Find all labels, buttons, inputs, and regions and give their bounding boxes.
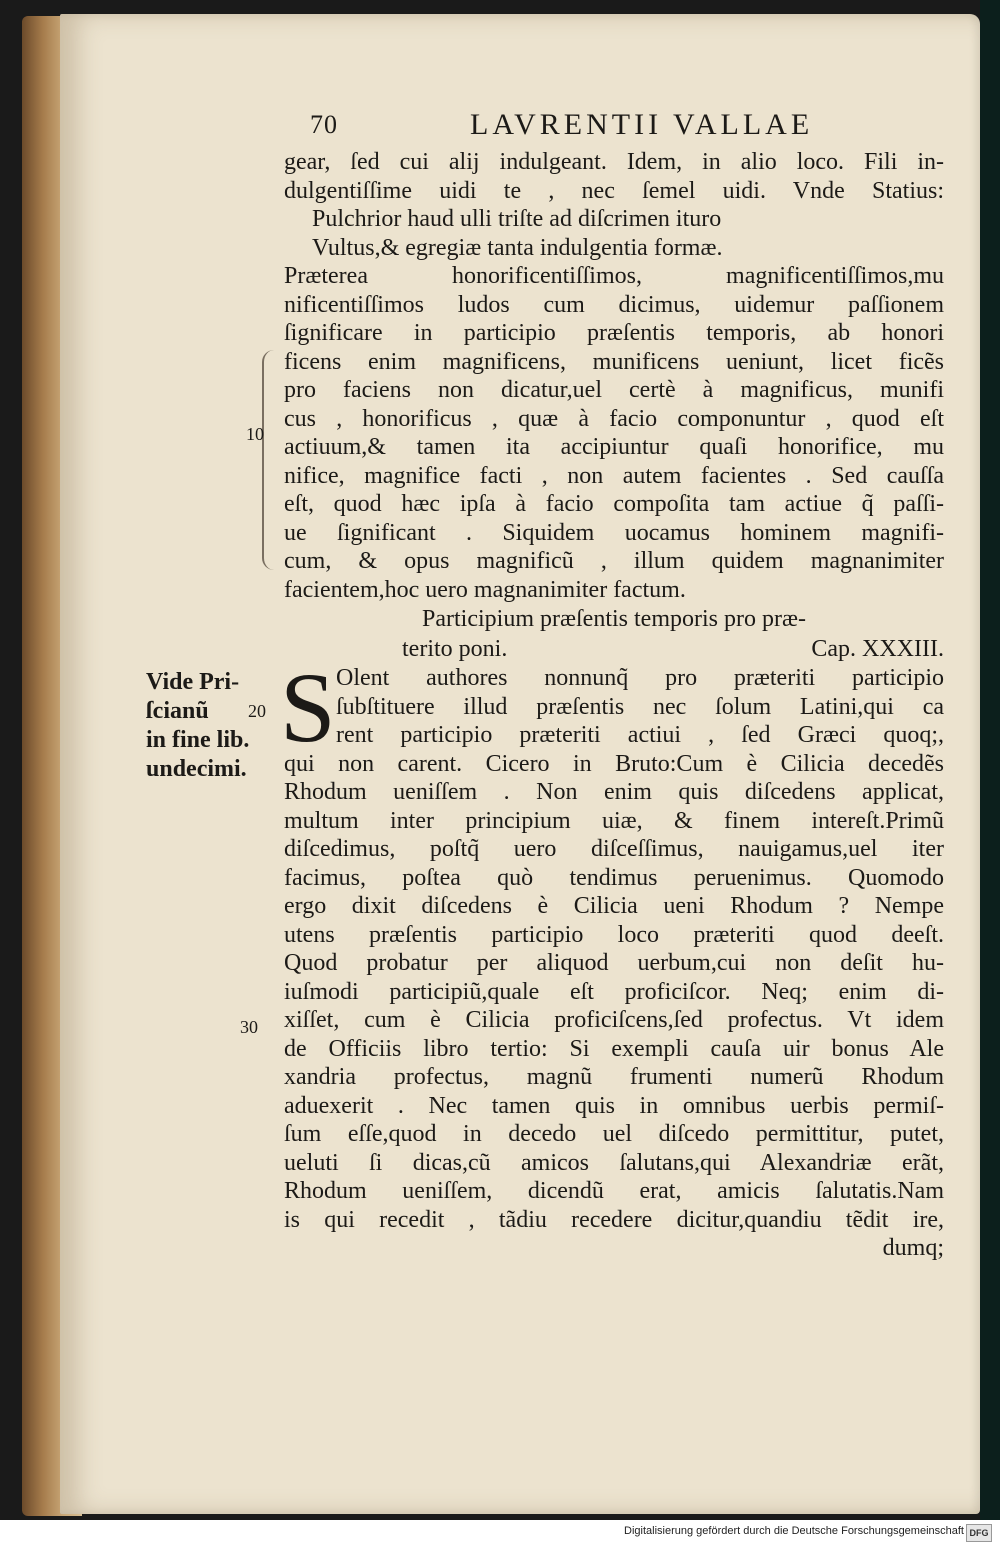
- text-line: pro faciens non dicatur,uel certè à magnificus, munifi: [284, 377, 944, 403]
- page-number: 70: [310, 110, 338, 139]
- text-line: qui non carent. Cicero in Bruto:Cum è Cilicia decedẽs: [284, 750, 944, 777]
- funding-notice: Digitalisierung gefördert durch die Deutsche Forschungsgemeinschaft: [624, 1525, 964, 1537]
- chapter-heading-cont: terito poni.: [402, 636, 508, 662]
- margin-note: [146, 668, 266, 784]
- text-line: diſcedimus, poſtq̃ uero diſceſſimus, nauigamus,uel iter: [284, 836, 944, 862]
- text-line: Rhodum ueniſſem, dicendũ erat, amicis ſalutatis.Nam: [284, 1178, 944, 1204]
- text-line: xandria profectus, magnũ frumenti numerũ Rhodum: [284, 1064, 944, 1090]
- text-line: xiſſet, cum è Cilicia proficiſcens,ſed profectus. Vt idem: [284, 1007, 944, 1033]
- text-line: Rhodum ueniſſem . Non enim quis diſcedens applicat,: [284, 779, 944, 805]
- text-line: Quod probatur per aliquod uerbum,cui non deſit hu-: [284, 950, 944, 976]
- adjacent-page-edge: [980, 0, 1000, 1520]
- dropcap-paragraph: [280, 652, 944, 763]
- verse-line: Pulchrior haud ulli triſte ad diſcrimen ituro: [312, 206, 722, 232]
- chapter-heading-row: [284, 634, 944, 664]
- text-line: iuſmodi participiũ,quale eſt proficiſcor. Neq; enim di-: [284, 978, 944, 1005]
- text-line: nifice, magnifice facti , non autem facientes . Sed cauſſa: [284, 462, 944, 489]
- margin-note-line: undecimi.: [146, 756, 247, 782]
- text-line: ſum eſſe,quod in decedo uel diſcedo permittitur, putet,: [284, 1121, 944, 1147]
- text-line: actiuum,& tamen ita accipiuntur quaſi honorifice, mu: [284, 434, 944, 460]
- line-number-10: 10: [246, 424, 264, 444]
- text-line: nificentiſſimos ludos cum dicimus, uidemur paſſionem: [284, 291, 944, 318]
- text-line: Olent authores nonnunq̃ pro præteriti participio: [336, 665, 944, 691]
- text-line: rent participio præteriti actiui , ſed Græci quoq;,: [336, 722, 944, 748]
- text-line: cum, & opus magnificũ , illum quidem magnanimiter: [284, 548, 944, 574]
- text-line: gear, ſed cui alij indulgeant. Idem, in alio loco. Fili in-: [284, 149, 944, 175]
- text-line: ſubſtituere illud præſentis nec ſolum Latini,qui ca: [336, 693, 944, 720]
- text-line: de Officiis libro tertio: Si exempli cauſa uir bonus Ale: [284, 1035, 944, 1062]
- text-line: aduexerit . Nec tamen quis in omnibus uerbis permiſ-: [284, 1092, 944, 1119]
- margin-note-line: Vide Pri-: [146, 669, 240, 695]
- line-number-30: 30: [240, 1017, 258, 1037]
- marginal-bracket: [262, 350, 280, 570]
- text-line: cus , honorificus , quæ à facio componuntur , quod eſt: [284, 405, 944, 432]
- text-line: eſt, quod hæc ipſa à facio compoſita tam actiue q̃ paſſi-: [284, 491, 944, 517]
- page-header: [310, 110, 950, 144]
- text-line: ficens enim magnificens, munificens ueniunt, licet ficẽs: [284, 348, 944, 375]
- text-line: ueluti ſi dicas,cũ amicos ſalutans,qui Alexandriæ erãt,: [284, 1149, 944, 1176]
- text-line: ſignificare in participio præſentis temporis, ab honori: [284, 320, 944, 346]
- text-line: facientem,hoc uero magnanimiter factum.: [284, 576, 686, 603]
- chapter-number: Cap. XXXIII.: [811, 636, 944, 662]
- drop-capital: S: [280, 652, 336, 763]
- footer-bar: [0, 1520, 1000, 1546]
- text-line: dulgentiſſime uidi te , nec ſemel uidi. Vnde Statius:: [284, 177, 944, 204]
- text-line: multum inter principium uiæ, & finem intereſt.Primũ: [284, 807, 944, 834]
- chapter-heading: Participium præſentis temporis pro præ-: [422, 606, 806, 632]
- text-line: utens præſentis participio loco præteriti quod deeſt.: [284, 921, 944, 948]
- text-line: Præterea honorificentiſſimos, magnificentiſſimos,mu: [284, 263, 944, 289]
- text-line: ue ſignificant . Siquidem uocamus hominem magnifi-: [284, 519, 944, 546]
- main-text: [280, 148, 944, 1263]
- verse-line: Vultus,& egregiæ tanta indulgentia formæ.: [312, 234, 723, 261]
- text-line: is qui recedit , tãdiu recedere dicitur,quandiu tẽdit ire,: [284, 1206, 944, 1233]
- text-line: ergo dixit diſcedens è Cilicia ueni Rhodum ? Nempe: [284, 893, 944, 919]
- text-line: facimus, poſtea quò tendimus peruenimus. Quomodo: [284, 864, 944, 891]
- margin-note-line: in fine lib.: [146, 727, 250, 753]
- running-title: LAVRENTII VALLAE: [470, 108, 814, 141]
- line-number-20: 20: [248, 701, 266, 721]
- catchword: dumq;: [882, 1235, 944, 1261]
- dfg-logo-icon[interactable]: DFG: [966, 1524, 992, 1542]
- margin-note-line: ſcianũ: [146, 698, 209, 724]
